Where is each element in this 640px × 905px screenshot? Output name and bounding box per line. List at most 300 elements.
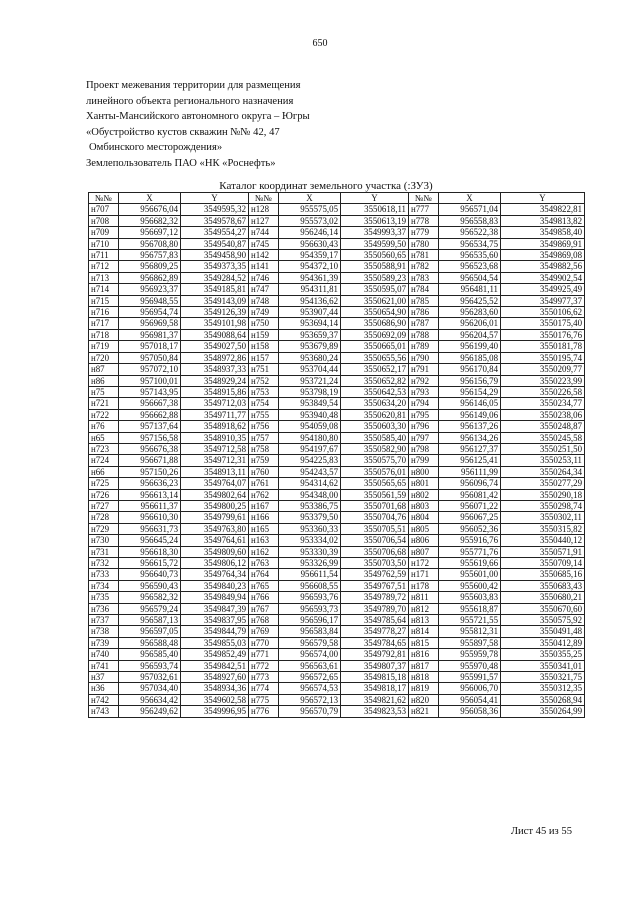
x-coordinate-cell: 956534,75: [439, 238, 501, 249]
y-coordinate-cell: 3550655,56: [341, 352, 409, 363]
point-id-cell: н159: [249, 329, 279, 340]
y-coordinate-cell: 3548915,86: [181, 386, 249, 397]
x-coordinate-cell: 954311,81: [279, 284, 341, 295]
x-coordinate-cell: 956593,76: [279, 592, 341, 603]
y-coordinate-cell: 3549813,82: [501, 215, 585, 226]
point-id-cell: н762: [249, 489, 279, 500]
y-coordinate-cell: 3550683,43: [501, 580, 585, 591]
x-coordinate-cell: 955603,83: [439, 592, 501, 603]
table-row: [89, 364, 585, 375]
table-row: [89, 386, 585, 397]
point-id-cell: н157: [249, 352, 279, 363]
y-coordinate-cell: 3549143,09: [181, 295, 249, 306]
y-coordinate-cell: 3550355,25: [501, 649, 585, 660]
point-id-cell: н741: [89, 660, 119, 671]
y-coordinate-cell: 3549764,07: [181, 478, 249, 489]
y-coordinate-cell: 3550686,90: [341, 318, 409, 329]
x-coordinate-cell: 956052,36: [439, 523, 501, 534]
point-id-cell: н785: [409, 295, 439, 306]
x-coordinate-cell: 957150,26: [119, 466, 181, 477]
y-coordinate-cell: 3550561,59: [341, 489, 409, 500]
y-coordinate-cell: 3550665,01: [341, 341, 409, 352]
table-row: [89, 592, 585, 603]
table-header-row: [89, 193, 585, 204]
point-id-cell: н65: [89, 432, 119, 443]
point-id-cell: н745: [249, 238, 279, 249]
y-coordinate-cell: 3549789,72: [341, 592, 409, 603]
point-id-cell: н719: [89, 341, 119, 352]
point-id-cell: н66: [89, 466, 119, 477]
y-coordinate-cell: 3550575,92: [501, 615, 585, 626]
y-coordinate-cell: 3549802,64: [181, 489, 249, 500]
x-coordinate-cell: 956608,55: [279, 580, 341, 591]
y-coordinate-cell: 3550264,99: [501, 706, 585, 717]
point-id-cell: н758: [249, 443, 279, 454]
point-id-cell: н750: [249, 318, 279, 329]
point-id-cell: н802: [409, 489, 439, 500]
y-coordinate-cell: 3550248,87: [501, 421, 585, 432]
y-coordinate-cell: 3549126,39: [181, 307, 249, 318]
x-coordinate-cell: 954372,10: [279, 261, 341, 272]
x-coordinate-cell: 956154,29: [439, 386, 501, 397]
x-coordinate-cell: 957156,58: [119, 432, 181, 443]
x-coordinate-cell: 956585,40: [119, 649, 181, 660]
sheet-number: Лист 45 из 55: [510, 826, 572, 837]
y-coordinate-cell: 3549599,50: [341, 238, 409, 249]
point-id-cell: н757: [249, 432, 279, 443]
point-id-cell: н711: [89, 250, 119, 261]
x-coordinate-cell: 953326,99: [279, 558, 341, 569]
y-coordinate-cell: 3549185,81: [181, 284, 249, 295]
point-id-cell: н727: [89, 500, 119, 511]
table-row: [89, 603, 585, 614]
x-coordinate-cell: 956522,38: [439, 227, 501, 238]
point-id-cell: н720: [89, 352, 119, 363]
y-coordinate-cell: 3549837,95: [181, 615, 249, 626]
y-coordinate-cell: 3550621,00: [341, 295, 409, 306]
column-header: №№: [249, 193, 279, 204]
x-coordinate-cell: 956610,30: [119, 512, 181, 523]
y-coordinate-cell: 3549869,91: [501, 238, 585, 249]
x-coordinate-cell: 956618,30: [119, 546, 181, 557]
x-coordinate-cell: 956535,60: [439, 250, 501, 261]
x-coordinate-cell: 956571,04: [439, 204, 501, 215]
x-coordinate-cell: 956185,08: [439, 352, 501, 363]
x-coordinate-cell: 956682,32: [119, 215, 181, 226]
x-coordinate-cell: 956981,37: [119, 329, 181, 340]
y-coordinate-cell: 3550181,78: [501, 341, 585, 352]
x-coordinate-cell: 953798,19: [279, 386, 341, 397]
x-coordinate-cell: 955812,31: [439, 626, 501, 637]
x-coordinate-cell: 956640,73: [119, 569, 181, 580]
y-coordinate-cell: 3549925,49: [501, 284, 585, 295]
y-coordinate-cell: 3549818,17: [341, 683, 409, 694]
y-coordinate-cell: 3550642,53: [341, 386, 409, 397]
x-coordinate-cell: 956954,74: [119, 307, 181, 318]
x-coordinate-cell: 956708,80: [119, 238, 181, 249]
point-id-cell: н178: [409, 580, 439, 591]
y-coordinate-cell: 3549977,37: [501, 295, 585, 306]
point-id-cell: н715: [89, 295, 119, 306]
point-id-cell: н733: [89, 569, 119, 580]
point-id-cell: н798: [409, 443, 439, 454]
document-header: [86, 78, 566, 172]
y-coordinate-cell: 3550589,23: [341, 272, 409, 283]
y-coordinate-cell: 3550238,06: [501, 409, 585, 420]
point-id-cell: н729: [89, 523, 119, 534]
y-coordinate-cell: 3549842,51: [181, 660, 249, 671]
y-coordinate-cell: 3550251,50: [501, 443, 585, 454]
y-coordinate-cell: 3550560,65: [341, 250, 409, 261]
table-row: [89, 626, 585, 637]
x-coordinate-cell: 956125,41: [439, 455, 501, 466]
y-coordinate-cell: 3550302,11: [501, 512, 585, 523]
x-coordinate-cell: 954361,39: [279, 272, 341, 283]
point-id-cell: н749: [249, 307, 279, 318]
table-row: [89, 546, 585, 557]
y-coordinate-cell: 3549763,80: [181, 523, 249, 534]
table-row: [89, 523, 585, 534]
x-coordinate-cell: 956587,13: [119, 615, 181, 626]
table-row: [89, 432, 585, 443]
x-coordinate-cell: 956071,22: [439, 500, 501, 511]
column-header: №№: [89, 193, 119, 204]
y-coordinate-cell: 3549101,98: [181, 318, 249, 329]
point-id-cell: н792: [409, 375, 439, 386]
point-id-cell: н172: [409, 558, 439, 569]
point-id-cell: н718: [89, 329, 119, 340]
point-id-cell: н708: [89, 215, 119, 226]
header-line-4: «Обустройство кустов скважин №№ 42, 47: [86, 126, 280, 138]
y-coordinate-cell: 3549799,61: [181, 512, 249, 523]
point-id-cell: н787: [409, 318, 439, 329]
x-coordinate-cell: 954314,62: [279, 478, 341, 489]
point-id-cell: н141: [249, 261, 279, 272]
y-coordinate-cell: 3550620,81: [341, 409, 409, 420]
x-coordinate-cell: 956006,70: [439, 683, 501, 694]
point-id-cell: н793: [409, 386, 439, 397]
point-id-cell: н778: [409, 215, 439, 226]
y-coordinate-cell: 3550412,89: [501, 637, 585, 648]
point-id-cell: н713: [89, 272, 119, 283]
x-coordinate-cell: 956246,14: [279, 227, 341, 238]
y-coordinate-cell: 3550634,20: [341, 398, 409, 409]
y-coordinate-cell: 3549855,03: [181, 637, 249, 648]
y-coordinate-cell: 3549762,59: [341, 569, 409, 580]
catalog-title: Каталог координат земельного участка (:ЗУ3): [219, 180, 433, 192]
table-row: [89, 489, 585, 500]
point-id-cell: н171: [409, 569, 439, 580]
y-coordinate-cell: 3549869,08: [501, 250, 585, 261]
point-id-cell: н728: [89, 512, 119, 523]
table-row: [89, 261, 585, 272]
point-id-cell: н127: [249, 215, 279, 226]
x-coordinate-cell: 956574,53: [279, 683, 341, 694]
point-id-cell: н707: [89, 204, 119, 215]
point-id-cell: н37: [89, 672, 119, 683]
point-id-cell: н75: [89, 386, 119, 397]
point-id-cell: н763: [249, 558, 279, 569]
x-coordinate-cell: 956111,99: [439, 466, 501, 477]
y-coordinate-cell: 3549840,23: [181, 580, 249, 591]
point-id-cell: н86: [89, 375, 119, 386]
y-coordinate-cell: 3549767,51: [341, 580, 409, 591]
x-coordinate-cell: 953704,44: [279, 364, 341, 375]
table-row: [89, 455, 585, 466]
x-coordinate-cell: 956572,13: [279, 694, 341, 705]
y-coordinate-cell: 3550234,77: [501, 398, 585, 409]
table-row: [89, 580, 585, 591]
y-coordinate-cell: 3549792,81: [341, 649, 409, 660]
column-header: №№: [409, 193, 439, 204]
y-coordinate-cell: 3548918,62: [181, 421, 249, 432]
x-coordinate-cell: 956149,06: [439, 409, 501, 420]
x-coordinate-cell: 956583,84: [279, 626, 341, 637]
y-coordinate-cell: 3550701,68: [341, 500, 409, 511]
y-coordinate-cell: 3549764,61: [181, 535, 249, 546]
y-coordinate-cell: 3550685,16: [501, 569, 585, 580]
table-row: [89, 649, 585, 660]
x-coordinate-cell: 956631,73: [119, 523, 181, 534]
x-coordinate-cell: 954243,57: [279, 466, 341, 477]
x-coordinate-cell: 957034,40: [119, 683, 181, 694]
table-row: [89, 615, 585, 626]
x-coordinate-cell: 956204,57: [439, 329, 501, 340]
point-id-cell: н755: [249, 409, 279, 420]
x-coordinate-cell: 956590,43: [119, 580, 181, 591]
x-coordinate-cell: 955573,02: [279, 215, 341, 226]
y-coordinate-cell: 3549806,12: [181, 558, 249, 569]
point-id-cell: н735: [89, 592, 119, 603]
table-row: [89, 535, 585, 546]
x-coordinate-cell: 955600,42: [439, 580, 501, 591]
x-coordinate-cell: 954225,83: [279, 455, 341, 466]
x-coordinate-cell: 956948,55: [119, 295, 181, 306]
y-coordinate-cell: 3550706,54: [341, 535, 409, 546]
y-coordinate-cell: 3549809,60: [181, 546, 249, 557]
table-row: [89, 307, 585, 318]
x-coordinate-cell: 956058,36: [439, 706, 501, 717]
y-coordinate-cell: 3550277,29: [501, 478, 585, 489]
table-row: [89, 500, 585, 511]
header-line-1: Проект межевания территории для размещения: [86, 80, 301, 91]
y-coordinate-cell: 3548937,33: [181, 364, 249, 375]
y-coordinate-cell: 3550565,65: [341, 478, 409, 489]
x-coordinate-cell: 954136,62: [279, 295, 341, 306]
x-coordinate-cell: 956593,73: [279, 603, 341, 614]
point-id-cell: н756: [249, 421, 279, 432]
x-coordinate-cell: 956054,41: [439, 694, 501, 705]
y-coordinate-cell: 3548910,35: [181, 432, 249, 443]
x-coordinate-cell: 953379,50: [279, 512, 341, 523]
y-coordinate-cell: 3550582,90: [341, 443, 409, 454]
y-coordinate-cell: 3550491,48: [501, 626, 585, 637]
x-coordinate-cell: 956199,40: [439, 341, 501, 352]
point-id-cell: н740: [89, 649, 119, 660]
x-coordinate-cell: 953721,24: [279, 375, 341, 386]
point-id-cell: н776: [249, 706, 279, 717]
point-id-cell: н36: [89, 683, 119, 694]
y-coordinate-cell: 3549996,95: [181, 706, 249, 717]
table-row: [89, 238, 585, 249]
x-coordinate-cell: 955771,76: [439, 546, 501, 557]
page-number: 650: [312, 38, 328, 49]
point-id-cell: н725: [89, 478, 119, 489]
y-coordinate-cell: 3550670,60: [501, 603, 585, 614]
point-id-cell: н786: [409, 307, 439, 318]
x-coordinate-cell: 956676,38: [119, 443, 181, 454]
table-row: [89, 637, 585, 648]
point-id-cell: н820: [409, 694, 439, 705]
point-id-cell: н730: [89, 535, 119, 546]
point-id-cell: н743: [89, 706, 119, 717]
table-row: [89, 421, 585, 432]
y-coordinate-cell: 3550106,62: [501, 307, 585, 318]
y-coordinate-cell: 3549789,70: [341, 603, 409, 614]
point-id-cell: н780: [409, 238, 439, 249]
x-coordinate-cell: 956697,12: [119, 227, 181, 238]
point-id-cell: н765: [249, 580, 279, 591]
point-id-cell: н779: [409, 227, 439, 238]
x-coordinate-cell: 956630,43: [279, 238, 341, 249]
y-coordinate-cell: 3550209,77: [501, 364, 585, 375]
x-coordinate-cell: 956206,01: [439, 318, 501, 329]
y-coordinate-cell: 3549578,67: [181, 215, 249, 226]
y-coordinate-cell: 3548934,36: [181, 683, 249, 694]
column-header: Y: [341, 193, 409, 204]
point-id-cell: н800: [409, 466, 439, 477]
x-coordinate-cell: 956156,79: [439, 375, 501, 386]
x-coordinate-cell: 957137,64: [119, 421, 181, 432]
table-row: [89, 204, 585, 215]
y-coordinate-cell: 3549764,34: [181, 569, 249, 580]
point-id-cell: н166: [249, 512, 279, 523]
x-coordinate-cell: 957143,95: [119, 386, 181, 397]
x-coordinate-cell: 953680,24: [279, 352, 341, 363]
table-row: [89, 284, 585, 295]
y-coordinate-cell: 3549711,77: [181, 409, 249, 420]
table-row: [89, 215, 585, 226]
y-coordinate-cell: 3550588,91: [341, 261, 409, 272]
x-coordinate-cell: 954197,67: [279, 443, 341, 454]
x-coordinate-cell: 953360,33: [279, 523, 341, 534]
y-coordinate-cell: 3550321,75: [501, 672, 585, 683]
y-coordinate-cell: 3550575,70: [341, 455, 409, 466]
y-coordinate-cell: 3550585,40: [341, 432, 409, 443]
y-coordinate-cell: 3550652,82: [341, 375, 409, 386]
y-coordinate-cell: 3549778,27: [341, 626, 409, 637]
x-coordinate-cell: 953940,48: [279, 409, 341, 420]
point-id-cell: н774: [249, 683, 279, 694]
point-id-cell: н732: [89, 558, 119, 569]
point-id-cell: н710: [89, 238, 119, 249]
point-id-cell: н795: [409, 409, 439, 420]
header-line-5: Омбинского месторождения»: [89, 142, 223, 154]
point-id-cell: н817: [409, 660, 439, 671]
point-id-cell: н709: [89, 227, 119, 238]
x-coordinate-cell: 956579,24: [119, 603, 181, 614]
point-id-cell: н813: [409, 615, 439, 626]
point-id-cell: н794: [409, 398, 439, 409]
x-coordinate-cell: 957032,61: [119, 672, 181, 683]
x-coordinate-cell: 955916,76: [439, 535, 501, 546]
point-id-cell: н721: [89, 398, 119, 409]
y-coordinate-cell: 3549595,32: [181, 204, 249, 215]
header-line-6: Землепользователь ПАО «НК «Роснефть»: [86, 157, 276, 169]
x-coordinate-cell: 956588,48: [119, 637, 181, 648]
y-coordinate-cell: 3550175,40: [501, 318, 585, 329]
column-header: X: [439, 193, 501, 204]
table-row: [89, 272, 585, 283]
y-coordinate-cell: 3549815,18: [341, 672, 409, 683]
point-id-cell: н805: [409, 523, 439, 534]
y-coordinate-cell: 3550595,07: [341, 284, 409, 295]
x-coordinate-cell: 956579,58: [279, 637, 341, 648]
table-row: [89, 250, 585, 261]
y-coordinate-cell: 3549849,94: [181, 592, 249, 603]
point-id-cell: н751: [249, 364, 279, 375]
point-id-cell: н754: [249, 398, 279, 409]
x-coordinate-cell: 956969,58: [119, 318, 181, 329]
table-row: [89, 466, 585, 477]
column-header: X: [119, 193, 181, 204]
point-id-cell: н767: [249, 603, 279, 614]
y-coordinate-cell: 3550195,74: [501, 352, 585, 363]
point-id-cell: н781: [409, 250, 439, 261]
point-id-cell: н753: [249, 386, 279, 397]
x-coordinate-cell: 956862,89: [119, 272, 181, 283]
x-coordinate-cell: 956613,14: [119, 489, 181, 500]
point-id-cell: н806: [409, 535, 439, 546]
x-coordinate-cell: 956134,26: [439, 432, 501, 443]
y-coordinate-cell: 3549373,35: [181, 261, 249, 272]
point-id-cell: н128: [249, 204, 279, 215]
x-coordinate-cell: 956146,05: [439, 398, 501, 409]
y-coordinate-cell: 3550703,50: [341, 558, 409, 569]
point-id-cell: н804: [409, 512, 439, 523]
x-coordinate-cell: 955619,66: [439, 558, 501, 569]
x-coordinate-cell: 956096,74: [439, 478, 501, 489]
column-header: X: [279, 193, 341, 204]
table-row: [89, 329, 585, 340]
y-coordinate-cell: 3550618,11: [341, 204, 409, 215]
y-coordinate-cell: 3549800,25: [181, 500, 249, 511]
point-id-cell: н814: [409, 626, 439, 637]
x-coordinate-cell: 956923,37: [119, 284, 181, 295]
x-coordinate-cell: 953849,54: [279, 398, 341, 409]
y-coordinate-cell: 3550576,01: [341, 466, 409, 477]
x-coordinate-cell: 957072,10: [119, 364, 181, 375]
x-coordinate-cell: 955970,48: [439, 660, 501, 671]
point-id-cell: н771: [249, 649, 279, 660]
header-line-2: линейного объекта регионального назначения: [86, 95, 294, 107]
table-row: [89, 398, 585, 409]
y-coordinate-cell: 3549712,31: [181, 455, 249, 466]
y-coordinate-cell: 3549540,87: [181, 238, 249, 249]
x-coordinate-cell: 956137,26: [439, 421, 501, 432]
point-id-cell: н816: [409, 649, 439, 660]
x-coordinate-cell: 957100,01: [119, 375, 181, 386]
x-coordinate-cell: 956645,24: [119, 535, 181, 546]
point-id-cell: н717: [89, 318, 119, 329]
x-coordinate-cell: 956570,79: [279, 706, 341, 717]
y-coordinate-cell: 3550312,35: [501, 683, 585, 694]
y-coordinate-cell: 3549823,53: [341, 706, 409, 717]
x-coordinate-cell: 956067,25: [439, 512, 501, 523]
x-coordinate-cell: 953694,14: [279, 318, 341, 329]
x-coordinate-cell: 953907,44: [279, 307, 341, 318]
point-id-cell: н158: [249, 341, 279, 352]
